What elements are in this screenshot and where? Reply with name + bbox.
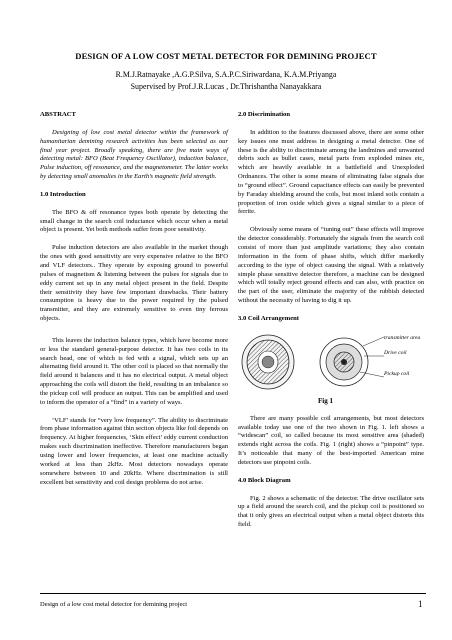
figure-1 bbox=[238, 328, 424, 406]
intro-paragraph-3: This leaves the induction balance types, which have become more or less the standard general-purpose detector. It has two coils in its search head, one of which is fed with a signal, which sets up an alternating field around it. The other coil is placed so that normally the field around it balances and it has no electrical output. A metal object approaching the coils will distort the field, resulting in an imbalance so the pickup coil will produce an output. This can be amplified and used to inform the operator of a “find” in a variety of ways. bbox=[40, 336, 228, 406]
block-diagram-paragraph: Fig. 2 shows a schematic of the detector. The drive oscillator sets up a field around the search coil, and the pickup coil is positioned so that it only gives an electrical output when a metal object distorts this field. bbox=[238, 494, 424, 529]
left-column bbox=[40, 111, 228, 487]
intro-paragraph-4: ‘VLF’ stands for “very low frequency”. The ability to discriminate from phase information against thin section objects like foil depends on frequency. At higher frequencies, ‘Skin effect’ eddy current conduction makes such discrimination ineffective. Therefore manufacturers began using lower and lower frequencies, at least one machine actually worked at less than 2kHz. Most detectors nowadays operate somewhere between 10 and 20kHz. Where discrimination is still excellent but sensitivity and coil design problems do not arise. bbox=[40, 416, 228, 486]
abstract-heading: ABSTRACT bbox=[40, 111, 76, 118]
right-column bbox=[238, 111, 424, 530]
coil-diagram bbox=[238, 328, 424, 406]
author-block bbox=[0, 69, 452, 93]
coil-arrangement-heading: 3.0 Coil Arrangement bbox=[238, 314, 299, 322]
discrimination-heading: 2.0 Discrimination bbox=[238, 111, 291, 118]
coil-paragraph: There are many possible coil arrangements, but most detectors available today use one of the two shown in Fig. 1. left shows a “widescan” coil, so called because its most sensitive area (shaded) extends right across the coils. Fig. 1 (right) shows a “pinpoint” type. It’s noticeable that many of the best-imported American mine detectors use pinpoint coils. bbox=[238, 414, 424, 466]
drive-coil-label: Drive coil bbox=[384, 349, 407, 356]
author-list: R.M.J.Ratnayake ,A.G.P.Silva, S.A.P.C.Siriwardana, K.A.M.Priyanga bbox=[115, 70, 337, 79]
paper-title: DESIGN OF A LOW COST METAL DETECTOR FOR DEMINING PROJECT bbox=[75, 51, 377, 61]
introduction-heading: 1.0 Introduction bbox=[40, 190, 86, 198]
figure-1-caption: Fig 1 bbox=[318, 396, 333, 405]
footer-text: Design of a low cost metal detector for demining project bbox=[40, 601, 188, 608]
pinpoint-coil-drawing bbox=[320, 338, 368, 386]
intro-paragraph-2: Pulse induction detectors are also available in the market though the ones with good sensitivity are very expensive relative to the BFO and VLF detectors.. They operate by exposing ground to powerful pulses of magnetism & listening between the pulses for signals due to eddy current set up in any metal object present in the field. Despite their sensitivity they have few important drawbacks. Their battery consumption is heavy due to the power required by the pulsed transmitter, and they are extremely sensitive to even tiny ferrous objects. bbox=[40, 244, 228, 323]
intro-paragraph-1: The BFO & off resonance types both operate by detecting the small change in the search coil inductance which occur when a metal object is present. Yet both methods suffer from poor sensitivity. bbox=[40, 208, 228, 234]
abstract-text: Designing of low cost metal detector within the framework of humanitarian demining research activities has been selected as our final year project. Broadly speaking, there are five main ways of detecting metal: BFO (Beat Frequency Oscillator), induction balance, Pulse induction, off resonance, and the magnetometer. The latter works by detecting small anomalies in the Earth’s magnetic field strength. bbox=[40, 128, 228, 181]
transmitter-area-label: transmitter area bbox=[384, 334, 421, 341]
pickup-coil-label: Pickup coil bbox=[384, 370, 410, 377]
page-number: 1 bbox=[418, 599, 423, 609]
discrimination-paragraph-2: Obviously some means of “tuning out” these effects will improve the detector considerably. Fortunately the signals from the search coil consist of more than just amplitude variations; they also contain information in the form of phase shifts, which differ markedly according to the type of object causing the signal. With a relatively simple phase sensitive detector therefore, a machine can be designed which will totally reject ground effects and can also, with practice on the part of the user, eliminate the majority of the rubbish detected without the necessity of having to dig it up. bbox=[238, 226, 424, 305]
supervisor-line: Supervised by Prof.J.R.Lucas , Dr.Thrishantha Nanayakkara bbox=[130, 82, 322, 91]
block-diagram-heading: 4.0 Block Diagram bbox=[238, 476, 291, 484]
footer-rule bbox=[40, 593, 426, 594]
discrimination-paragraph-1: In addition to the features discussed above, there are some other key issues one must address in designing a metal detector. One of these is the ability to discriminate among the landmines and unwanted debris such as bullet cases, metal parts from exploded mines etc, which are heavily available in a battlefield and Unexploded Ordnances. The other is some means of eliminating false signals due to “ground effect”. Ground capacitance effects can easily be prevented by Faraday shielding around the coils, but most inland soils contain a proportion of iron oxide which gives a signal similar to a piece of ferrite. bbox=[238, 128, 424, 216]
widescan-coil-drawing bbox=[242, 335, 294, 389]
